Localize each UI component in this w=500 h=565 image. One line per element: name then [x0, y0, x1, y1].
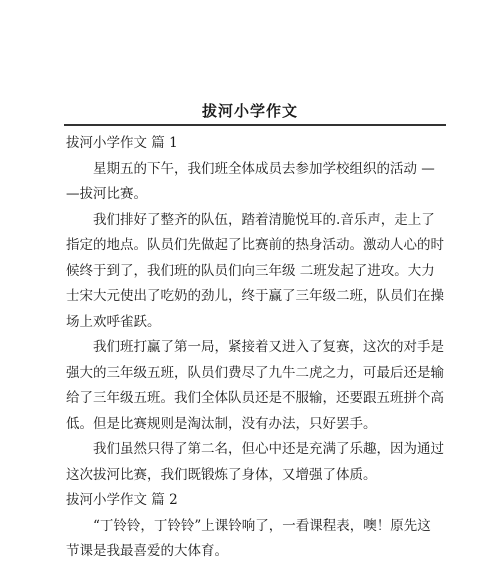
section-heading-2: 拔河小学作文 篇 2	[66, 492, 178, 508]
title-divider	[64, 124, 446, 126]
text-line: 我们排好了整齐的队伍，踏着清脆悦耳的.音乐声，走上了	[93, 211, 435, 228]
text-line: 候终于到了，我们班的队员们向三年级 二班发起了进攻。大力	[66, 262, 435, 279]
text-line: 我们虽然只得了第二名，但心中还是充满了乐趣，因为通过	[93, 441, 444, 457]
document-body	[66, 131, 448, 565]
text-line: 低。但是比赛规则是淘汰制，没有办法，只好罢手。	[66, 415, 377, 432]
text-line: “丁铃铃，丁铃铃”上课铃响了，一看课程表，噢！原先这	[93, 517, 431, 534]
text-line: 星期五的下午，我们班全体成员去参加学校组织的活动 —	[93, 160, 435, 177]
paragraph	[66, 437, 448, 488]
text-line: 节课是我最喜爱的大体育。	[66, 543, 228, 559]
paragraph	[66, 335, 448, 437]
section-heading-1: 拔河小学作文 篇 1	[66, 135, 178, 151]
document-title: 拔河小学作文	[201, 102, 298, 120]
text-line: 给了三年级五班。我们全体队员还是不服输，还要跟五班拼个高	[66, 390, 444, 406]
text-line: 场上欢呼雀跃。	[66, 313, 161, 330]
text-line: —拔河比赛。	[66, 186, 147, 202]
text-line: 指定的地点。队员们先做起了比赛前的热身活动。激动人心的时	[66, 237, 444, 253]
text-line: 我们班打赢了第一局，紧接着又进入了复赛，这次的对手是	[93, 339, 444, 355]
text-line: 强大的三年级五班，队员们费尽了九牛二虎之力，可最后还是输	[66, 364, 444, 381]
text-line: 士宋大元使出了吃奶的劲儿，终于赢了三年级二班，队员们在操	[66, 288, 444, 304]
text-line: 这次拔河比赛，我们既锻炼了身体，又增强了体质。	[66, 466, 377, 483]
paragraph	[66, 157, 448, 208]
paragraph	[66, 514, 448, 565]
paragraph	[66, 208, 448, 336]
